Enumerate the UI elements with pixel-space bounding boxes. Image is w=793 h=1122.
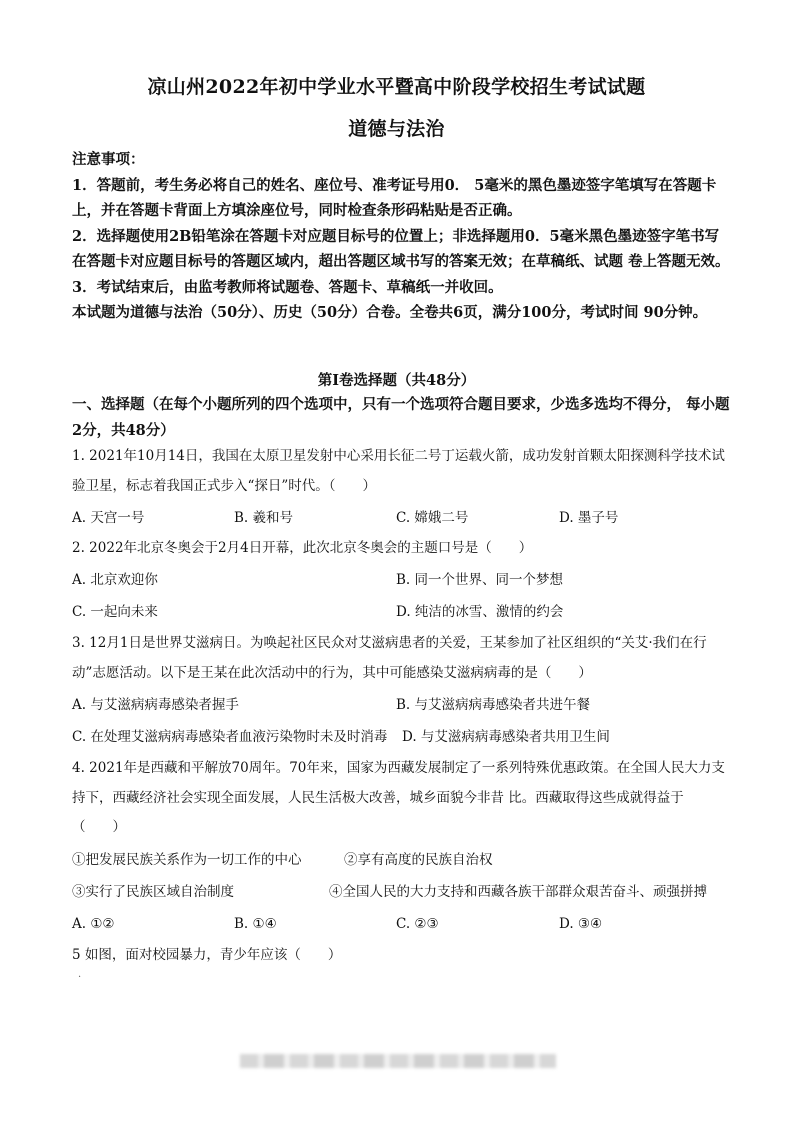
- question-2-stem: 2. 2022年北京冬奥会于2月4日开幕，此次北京冬奥会的主题口号是（ ）: [72, 540, 533, 556]
- exam-title: 凉山州2022年初中学业水平暨高中阶段学校招生考试试题: [147, 76, 646, 98]
- subject-title: 道德与法治: [348, 118, 445, 140]
- question-1-stem: 1. 2021年10月14日，我国在太原卫星发射中心采用长征二号丁运载火箭，成功发射首颗太阳探测科学技术试验卫星，标志着我国正式步入“探日”时代。（ ）: [72, 448, 725, 494]
- notice-item-2: 2．选择题使用2B铅笔涂在答题卡对应题目标号的位置上；非选择题用0．5毫米黑色墨迹签字笔书写在答题卡对应题目标号的答题区域内，超出答题区域书写的答案无效；在草稿纸、试题 卷上答题无效。: [72, 227, 730, 270]
- notice-section: [72, 147, 732, 326]
- question-4-statements-row1: [72, 845, 727, 875]
- option-d: D. 墨子号: [559, 510, 619, 526]
- part-heading: 一、选择题（在每个小题所列的四个选项中，只有一个选项符合题目要求，少选多选均不得分， 每小题2分，共48分）: [72, 396, 730, 439]
- question-3-stem: 3. 12月1日是世界艾滋病日。为唤起社区民众对艾滋病患者的关爱，王某参加了社区组织的“关艾·我们在行动”志愿活动。以下是王某在此次活动中的行为，其中可能感染艾滋病病毒的是（ ）: [72, 635, 707, 681]
- option-d: D. 与艾滋病病毒感染者共用卫生间: [402, 729, 610, 745]
- blurred-footer-watermark: [240, 1054, 556, 1068]
- question-3-options-row1: [72, 690, 727, 720]
- question-4-stem: 4. 2021年是西藏和平解放70周年。70年来，国家为西藏发展制定了一系列特殊优惠政策。在全国人民大力支持下，西藏经济社会实现全面发展，人民生活极大改善，城乡面貌今非昔 比。西藏取得这些成就得益于（ ）: [72, 760, 725, 835]
- question-4-statements-row2: [72, 877, 727, 907]
- option-a: A. 北京欢迎你: [72, 572, 158, 588]
- section-title: 第I卷选择题（共48分）: [317, 372, 476, 389]
- option-a: A. ①②: [72, 916, 115, 932]
- option-b: B. 同一个世界、同一个梦想: [396, 572, 564, 588]
- option-d: D. 纯洁的冰雪、激情的约会: [396, 604, 564, 620]
- option-d: D. ③④: [559, 916, 603, 932]
- scan-mark: ·: [78, 972, 82, 983]
- question-5-stem: 5 如图，面对校园暴力，青少年应该（ ）: [72, 947, 342, 963]
- question-2-options-row2: [72, 597, 727, 627]
- option-c: C. 嫦娥二号: [396, 510, 469, 526]
- notice-heading: 注意事项：: [72, 151, 145, 168]
- option-c: C. 一起向未来: [72, 604, 158, 620]
- statement-4: ④全国人民的大力支持和西藏各族干部群众艰苦奋斗、顽强拼搏: [329, 884, 707, 900]
- statement-2: ②享有高度的民族自治权: [344, 852, 493, 868]
- option-a: A. 天宫一号: [72, 510, 145, 526]
- option-c: C. 在处理艾滋病病毒感染者血液污染物时未及时消毒: [72, 729, 388, 745]
- option-b: B. ①④: [234, 916, 277, 932]
- option-b: B. 羲和号: [234, 510, 294, 526]
- question-2-options-row1: [72, 565, 727, 595]
- statement-1: ①把发展民族关系作为一切工作的中心: [72, 852, 302, 868]
- option-a: A. 与艾滋病病毒感染者握手: [72, 697, 239, 713]
- notice-item-3: 3．考试结束后，由监考教师将试题卷、答题卡、草稿纸一并收回。: [72, 278, 503, 296]
- notice-item-1: 1．答题前，考生务必将自己的姓名、座位号、准考证号用0． 5毫米的黑色墨迹签字笔填写在答题卡上，并在答题卡背面上方填涂座位号，同时检查条形码粘贴是否正确。: [72, 176, 717, 219]
- question-1-options: [72, 503, 727, 533]
- question-3-options-row2: [72, 722, 727, 752]
- statement-3: ③实行了民族区域自治制度: [72, 884, 234, 900]
- option-b: B. 与艾滋病病毒感染者共进午餐: [396, 697, 591, 713]
- exam-info: 本试题为道德与法治（50分）、历史（50分）合卷。全卷共6页，满分100分，考试时间 90分钟。: [72, 304, 708, 321]
- option-c: C. ②③: [396, 916, 439, 932]
- question-4-options: [72, 909, 727, 939]
